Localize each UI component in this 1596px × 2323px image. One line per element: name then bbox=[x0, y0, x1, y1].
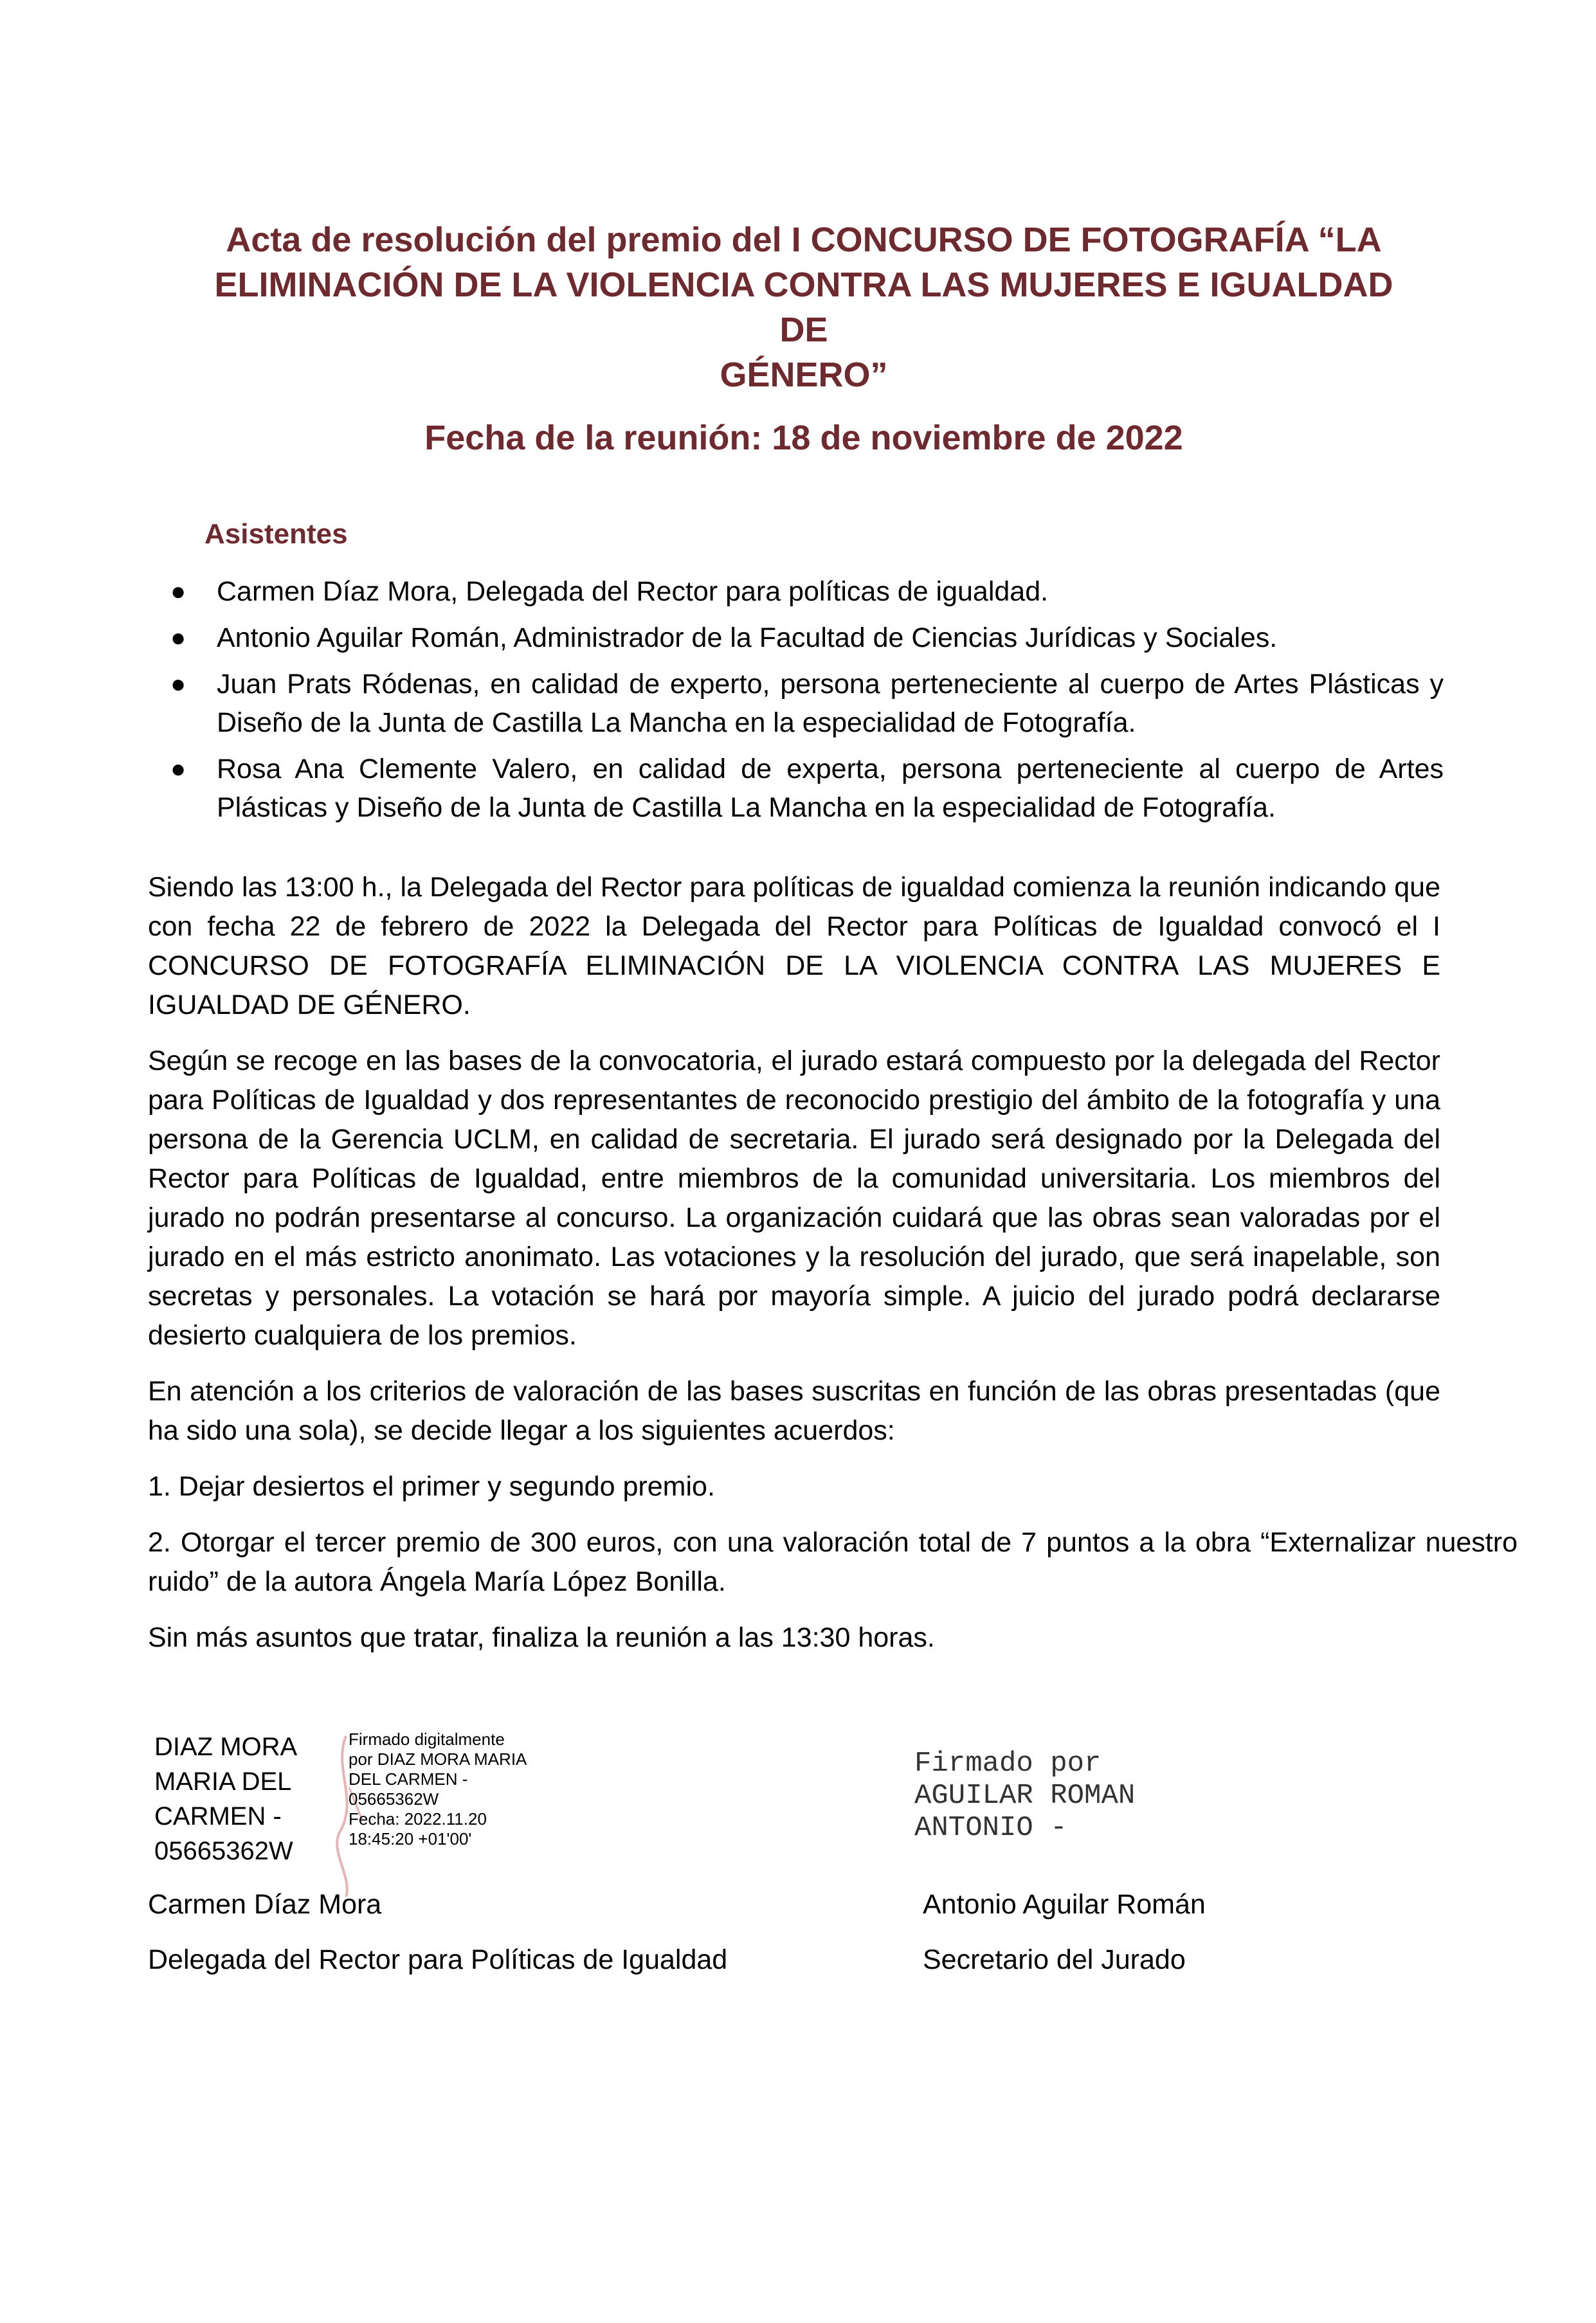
attendee-item: ● Juan Prats Ródenas, en calidad de experto, persona perteneciente al cuerpo de Artes Plásticas y Diseño de la Junta de Castilla La Mancha en la especialidad de Fotografía. bbox=[170, 665, 1444, 742]
bullet-icon: ● bbox=[170, 755, 186, 783]
body-text bbox=[148, 868, 1518, 1674]
paragraph: En atención a los criterios de valoración de las bases suscritas en función de las obras presentadas (que ha sido una sola), se decide llegar a los siguientes acuerdos: bbox=[148, 1376, 1440, 1446]
attendees-list bbox=[170, 572, 1444, 835]
title-line: Acta de resolución del premio del I CONCURSO DE FOTOGRAFÍA “LA bbox=[226, 221, 1382, 259]
document-title bbox=[212, 217, 1395, 397]
agreement-item: 1. Dejar desiertos el primer y segundo premio. bbox=[148, 1471, 715, 1502]
signer-name-right: Antonio Aguilar Román bbox=[923, 1889, 1206, 1920]
bullet-icon: ● bbox=[170, 670, 186, 698]
signer-role-left: Delegada del Rector para Políticas de Igualdad bbox=[148, 1944, 728, 1975]
digital-signature-stamp: Firmado digitalmente por DIAZ MORA MARIA DEL CARMEN - 05665362W Fecha: 2022.11.20 18:45:20 +01'00' bbox=[349, 1730, 527, 1848]
title-line: ELIMINACIÓN DE LA VIOLENCIA CONTRA LAS MUJERES E IGUALDAD DE bbox=[214, 266, 1393, 349]
bullet-icon: ● bbox=[170, 624, 186, 652]
attendee-item: ● Rosa Ana Clemente Valero, en calidad de experta, persona perteneciente al cuerpo de Artes Plásticas y Diseño de la Junta de Castilla La Mancha en la especialidad de Fotografía. bbox=[170, 750, 1444, 827]
paragraph: Según se recoge en las bases de la convocatoria, el jurado estará compuesto por la delegada del Rector para Políticas de Igualdad y dos representantes de reconocido prestigio del ámbito de la fotografía y una persona de la Gerencia UCLM, en calidad de secretaria. El jurado será designado por la Delegada del Rector para Políticas de Igualdad, entre miembros de la comunidad universitaria. Los miembros del jurado no podrán presentarse al concurso. La organización cuidará que las obras sean valoradas por el jurado en el más estricto anonimato. Las votaciones y la resolución del jurado, que será inapelable, son secretas y personales. La votación se hará por mayoría simple. A juicio del jurado podrá declararse desierto cualquiera de los premios. bbox=[148, 1045, 1440, 1351]
attendee-item: ● Antonio Aguilar Román, Administrador de la Facultad de Ciencias Jurídicas y Sociales. bbox=[170, 619, 1444, 657]
attendees-heading: Asistentes bbox=[204, 518, 348, 550]
title-line: GÉNERO” bbox=[720, 356, 888, 394]
bullet-icon: ● bbox=[170, 577, 186, 606]
paragraph: Sin más asuntos que tratar, finaliza la reunión a las 13:30 horas. bbox=[148, 1622, 935, 1653]
digital-signature-right: Firmado por AGUILAR ROMAN ANTONIO - bbox=[914, 1748, 1136, 1844]
paragraph: Siendo las 13:00 h., la Delegada del Rector para políticas de igualdad comienza la reunión indicando que con fecha 22 de febrero de 2022 la Delegada del Rector para Políticas de Igualdad convocó el I CONCURSO DE FOTOGRAFÍA ELIMINACIÓN DE LA VIOLENCIA CONTRA LAS MUJERES E IGUALDAD DE GÉNERO. bbox=[148, 872, 1440, 1020]
signer-name-left: Carmen Díaz Mora bbox=[148, 1889, 382, 1920]
agreement-item: 2. Otorgar el tercer premio de 300 euros, con una valoración total de 7 puntos a la obra “Externalizar nuestro ruido” de la autora Ángela María López Bonilla. bbox=[148, 1527, 1518, 1597]
attendee-item: ● Carmen Díaz Mora, Delegada del Rector para políticas de igualdad. bbox=[170, 572, 1444, 611]
meeting-date: Fecha de la reunión: 18 de noviembre de 2022 bbox=[424, 419, 1183, 457]
signer-role-right: Secretario del Jurado bbox=[923, 1944, 1186, 1975]
digital-signature-name: DIAZ MORA MARIA DEL CARMEN - 05665362W bbox=[154, 1733, 298, 1865]
